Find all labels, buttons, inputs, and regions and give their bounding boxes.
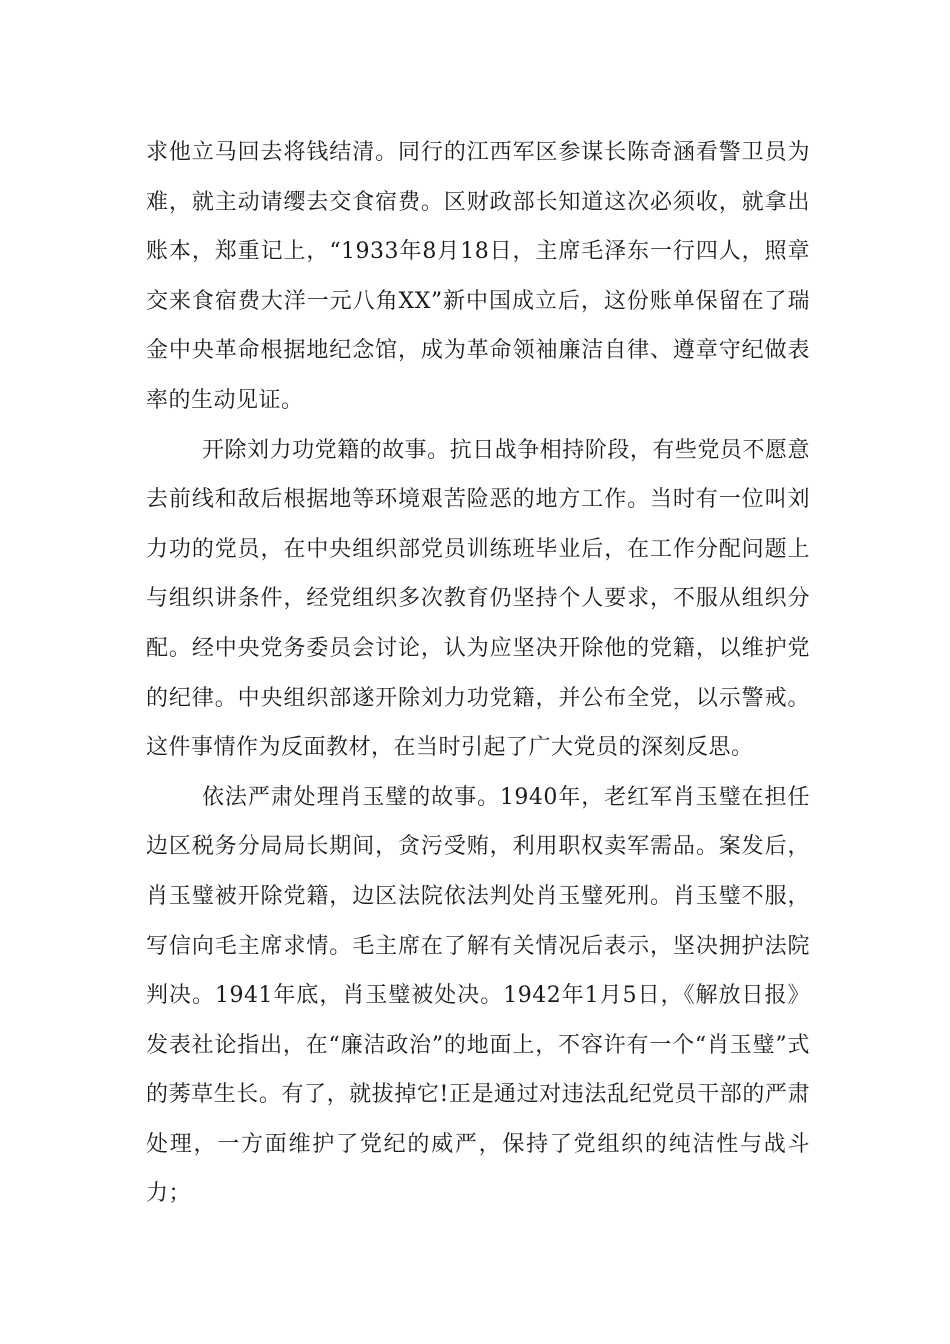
paragraph-continuation: 求他立马回去将钱结清。同行的江西军区参谋长陈奇涵看警卫员为难，就主动请缨去交食宿费。区财政部长知道这次必须收，就拿出账本，郑重记上，“1933年8月18日，主席毛泽东一行四人，照章交来食宿费大洋一元八角XX”新中国成立后，这份账单保留在了瑞金中央革命根据地纪念馆，成为革命领袖廉洁自律、遵章守纪做表率的生动见证。 xyxy=(146,140,810,413)
paragraph-xiao-yubi-story: 依法严肃处理肖玉璧的故事。1940年，老红军肖玉璧在担任边区税务分局局长期间，贪污受贿，利用职权卖军需品。案发后，肖玉璧被开除党籍，边区法院依法判处肖玉璧死刑。肖玉璧不服，写信向毛主席求情。毛主席在了解有关情况后表示，坚决拥护法院判决。1941年底，肖玉璧被处决。1942年1月5日，《解放日报》发表社论指出，在“廉洁政治”的地面上，不容许有一个“肖玉璧”式的莠草生长。有了，就拔掉它!正是通过对违法乱纪党员干部的严肃处理，一方面维护了党纪的威严，保持了党组织的纯洁性与战斗力； xyxy=(146,784,810,1207)
paragraph-liu-ligong-story: 开除刘力功党籍的故事。抗日战争相持阶段，有些党员不愿意去前线和敌后根据地等环境艰苦险恶的地方工作。当时有一位叫刘力功的党员，在中央组织部党员训练班毕业后，在工作分配问题上与组织讲条件，经党组织多次教育仍坚持个人要求，不服从组织分配。经中央党务委员会讨论，认为应坚决开除他的党籍，以维护党的纪律。中央组织部遂开除刘力功党籍，并公布全党，以示警戒。这件事情作为反面教材，在当时引起了广大党员的深刻反思。 xyxy=(146,437,810,761)
document-body xyxy=(146,128,810,1219)
